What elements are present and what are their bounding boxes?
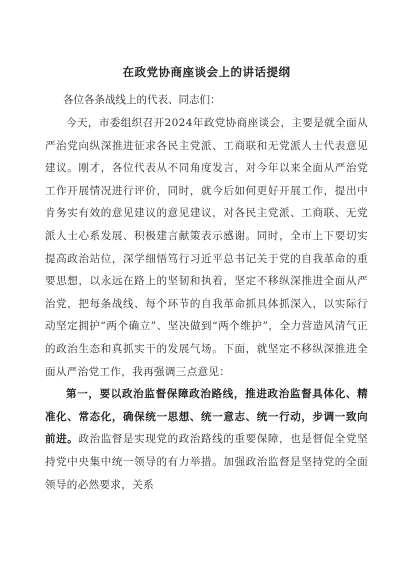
paragraph-intro: 今天，市委组织召开2024年政党协商座谈会，主要是就全面从严治党向纵深推进征求各民主党派、工商联和无党派人士代表意见建议。刚才，各位代表从不同角度发言，对今年以来全面从严治党工作开展情况进行评价，同时，就今后如何更好开展工作，提出中肯务实有效的意见建议的意见建议，对各民主党派、工商联、无党派人士心系发展、积极建言献策表示感谢。同时，全市上下要切实提高政治站位，深学细悟笃行习近平总书记关于党的自我革命的重要思想，以永远在路上的坚韧和执着，坚定不移纵深推进全面从严治党，把每条战线、每个环节的自我革命抓具体抓深入，以实际行动坚定拥护“两个确立”、坚决做到“两个维护”，全力营造风清气正的政治生态和真抓实干的发展气场。下面，就坚定不移纵深推进全面从严治党工作，我再强调三点意见： (45, 117, 368, 378)
salutation: 各位各条战线上的代表、同志们： (63, 94, 221, 106)
document-title: 在政党协商座谈会上的讲话提纲 (122, 65, 291, 79)
paragraph-point-one (45, 383, 368, 496)
point-one-heading: 第一，要以政治监督保障政治路线，推进政治监督具体化、精准化、常态化，确保统一思想、统一意志、统一行动，步调一致向前进。 (45, 388, 368, 446)
point-one-body: 政治监督是实现党的政治路线的重要保障，也是督促全党坚持党中央集中统一领导的有力举措。加强政治监督是坚持党的全面领导的必然要求，关系 (45, 433, 369, 491)
